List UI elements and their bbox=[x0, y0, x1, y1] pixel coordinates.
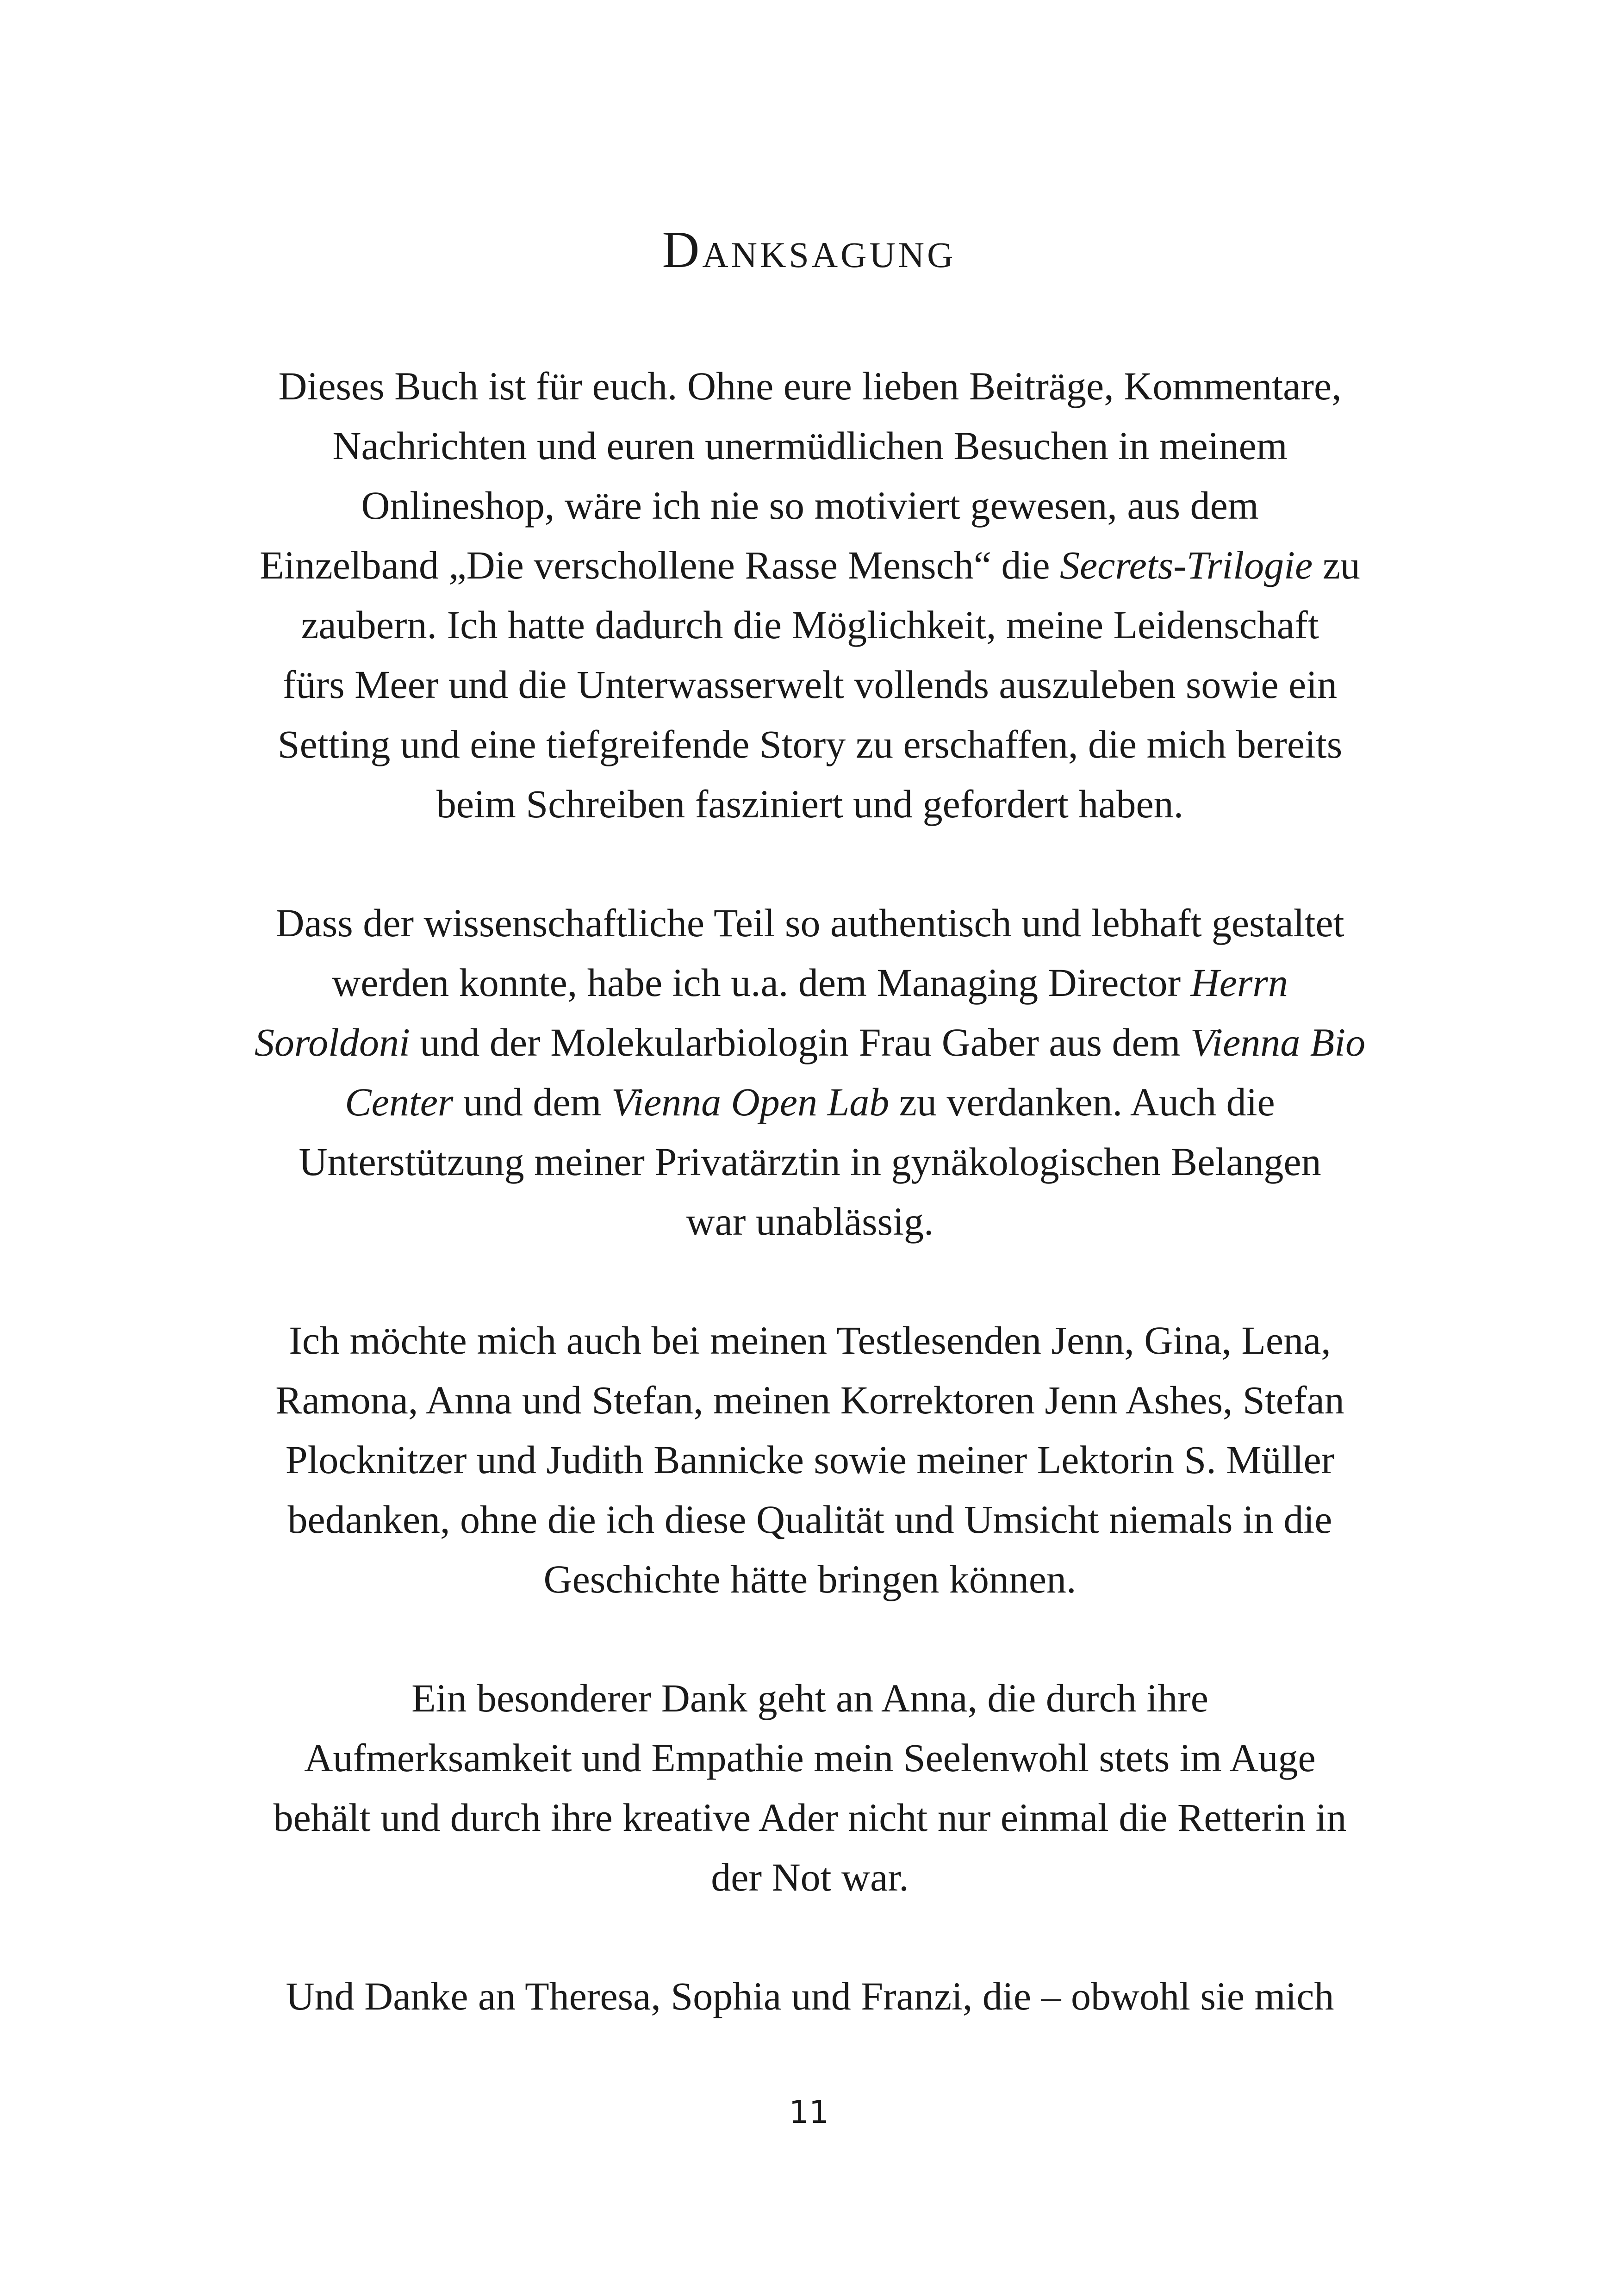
italic-text: Herrn bbox=[1190, 960, 1288, 1005]
paragraph bbox=[231, 893, 1388, 1251]
text-segment: Ein besonderer Dank geht an Anna, die durch ihre bbox=[411, 1676, 1208, 1720]
text-segment: Geschichte hätte bringen können. bbox=[543, 1557, 1077, 1601]
text-line bbox=[231, 595, 1388, 655]
text-segment: Einzelband „Die verschollene Rasse Mensch“ die bbox=[260, 543, 1060, 587]
text-line bbox=[231, 1549, 1388, 1609]
text-line bbox=[231, 416, 1388, 476]
text-segment: Plocknitzer und Judith Bannicke sowie meiner Lektorin S. Müller bbox=[285, 1437, 1335, 1482]
text-segment: und der Molekularbiologin Frau Gaber aus dem bbox=[410, 1020, 1191, 1064]
text-segment: zu verdanken. Auch die bbox=[889, 1080, 1275, 1124]
text-line bbox=[231, 1311, 1388, 1370]
text-segment: Nachrichten und euren unermüdlichen Besuchen in meinem bbox=[332, 423, 1288, 468]
paragraph bbox=[231, 1668, 1388, 1907]
text-line bbox=[231, 1728, 1388, 1788]
text-segment: zaubern. Ich hatte dadurch die Möglichkeit, meine Leidenschaft bbox=[301, 603, 1319, 647]
text-line bbox=[231, 953, 1388, 1013]
text-segment: Und Danke an Theresa, Sophia und Franzi, die – obwohl sie mich bbox=[286, 1974, 1334, 2018]
text-line bbox=[231, 1192, 1388, 1251]
text-line bbox=[231, 1668, 1388, 1728]
paragraph bbox=[231, 1966, 1388, 2026]
italic-text: Vienna Bio bbox=[1190, 1020, 1366, 1064]
text-line bbox=[231, 715, 1388, 774]
text-segment: fürs Meer und die Unterwasserwelt vollends auszuleben sowie ein bbox=[282, 662, 1338, 707]
text-line bbox=[231, 1430, 1388, 1490]
text-segment: behält und durch ihre kreative Ader nicht nur einmal die Retterin in bbox=[273, 1795, 1347, 1840]
italic-text: Vienna Open Lab bbox=[611, 1080, 890, 1124]
text-segment: Ramona, Anna und Stefan, meinen Korrektoren Jenn Ashes, Stefan bbox=[275, 1378, 1344, 1422]
text-segment: Setting und eine tiefgreifende Story zu erschaffen, die mich bereits bbox=[277, 722, 1343, 766]
text-segment: beim Schreiben fasziniert und gefordert haben. bbox=[436, 782, 1184, 826]
text-line bbox=[231, 356, 1388, 416]
text-line bbox=[231, 1788, 1388, 1848]
text-segment: werden konnte, habe ich u.a. dem Managing Director bbox=[332, 960, 1191, 1005]
text-line bbox=[231, 476, 1388, 535]
text-line bbox=[231, 1013, 1388, 1072]
italic-text: Secrets-Trilogie bbox=[1060, 543, 1313, 587]
text-line bbox=[231, 535, 1388, 595]
text-line bbox=[231, 1132, 1388, 1192]
text-segment: Aufmerksamkeit und Empathie mein Seelenwohl stets im Auge bbox=[304, 1736, 1316, 1780]
text-line bbox=[231, 1490, 1388, 1549]
text-segment: und dem bbox=[453, 1080, 611, 1124]
text-segment: zu bbox=[1313, 543, 1360, 587]
text-line bbox=[231, 774, 1388, 834]
paragraph bbox=[231, 1311, 1388, 1609]
text-segment: der Not war. bbox=[711, 1855, 909, 1899]
text-line bbox=[231, 1072, 1388, 1132]
text-segment: Unterstützung meiner Privatärztin in gynäkologischen Belangen bbox=[299, 1139, 1321, 1184]
page-title: Danksagung bbox=[662, 221, 956, 279]
body-text bbox=[231, 356, 1388, 2085]
text-line bbox=[231, 1370, 1388, 1430]
paragraph bbox=[231, 356, 1388, 834]
text-segment: Dass der wissenschaftliche Teil so authentisch und lebhaft gestaltet bbox=[275, 901, 1344, 945]
text-segment: Onlineshop, wäre ich nie so motiviert gewesen, aus dem bbox=[361, 483, 1259, 528]
text-line bbox=[231, 655, 1388, 715]
text-segment: Ich möchte mich auch bei meinen Testlesenden Jenn, Gina, Lena, bbox=[289, 1318, 1331, 1363]
page-number: 11 bbox=[789, 2094, 829, 2131]
italic-text: Center bbox=[345, 1080, 454, 1124]
text-segment: war unablässig. bbox=[686, 1199, 934, 1244]
italic-text: Soroldoni bbox=[254, 1020, 410, 1064]
text-segment: bedanken, ohne die ich diese Qualität und Umsicht niemals in die bbox=[287, 1497, 1332, 1542]
text-line bbox=[231, 1966, 1388, 2026]
text-segment: Dieses Buch ist für euch. Ohne eure lieben Beiträge, Kommentare, bbox=[278, 364, 1342, 408]
text-line bbox=[231, 893, 1388, 953]
text-line bbox=[231, 1848, 1388, 1907]
